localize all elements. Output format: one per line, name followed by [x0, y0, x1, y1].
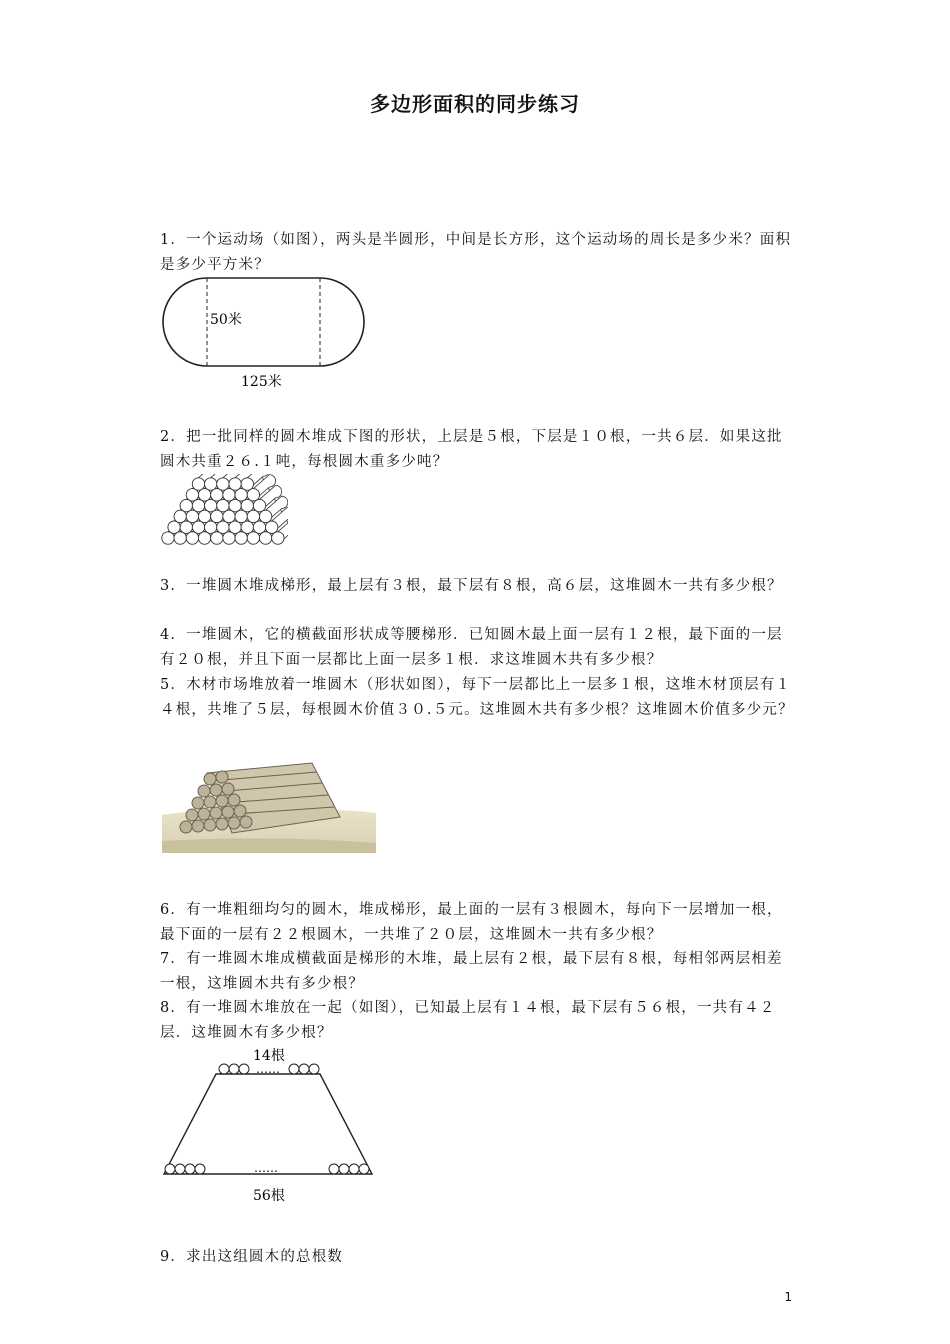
log-end: [241, 499, 253, 511]
log-end: [198, 532, 210, 544]
log-end: [205, 499, 217, 511]
log-end: [259, 510, 271, 522]
log-end: [192, 521, 204, 533]
question-4: 4．一堆圆木，它的横截面形状成等腰梯形．已知圆木最上面一层有１２根，最下面的一层有２０根，并且下面一层都比上面一层多１根．求这堆圆木共有多少根？: [160, 627, 783, 668]
log-end: [223, 532, 235, 544]
log-end: [198, 489, 210, 501]
log-end: [247, 510, 259, 522]
log-end: [235, 532, 247, 544]
log-end: [217, 521, 229, 533]
question-5: 5．木材市场堆放着一堆圆木（形状如图），每下一层都比上一层多１根，这堆木材顶层有１４根，共堆了５层，每根圆木价值３０.５元。这堆圆木共有多少根？这堆圆木价值多少元？: [160, 677, 794, 718]
log-end: [205, 478, 217, 490]
log-end: [229, 478, 241, 490]
log-end: [174, 532, 186, 544]
log-end: [266, 521, 278, 533]
log-end: [205, 521, 217, 533]
log-end: [180, 499, 192, 511]
log-end: [235, 489, 247, 501]
log-pile: [162, 474, 288, 544]
log-end: [198, 510, 210, 522]
log-end: [186, 489, 198, 501]
log-end: [247, 532, 259, 544]
log-end: [211, 489, 223, 501]
top-dots: ……: [256, 1062, 280, 1076]
question-7: 7．有一堆圆木堆成横截面是梯形的木堆，最上层有２根，最下层有８根，每相邻两层相差一根，这堆圆木共有多少根？: [160, 951, 783, 992]
question-3: 3．一堆圆木堆成梯形，最上层有３根，最下层有８根，高６层，这堆圆木一共有多少根？: [160, 578, 783, 594]
log-end: [186, 510, 198, 522]
question-1: 1．一个运动场（如图），两头是半圆形，中间是长方形，这个运动场的周长是多少米？面积是多少平方米？: [160, 232, 792, 273]
bottom-dots: ……: [254, 1161, 278, 1175]
track-width-label: 50米: [210, 312, 242, 328]
track-length-label: 125米: [241, 374, 282, 390]
question-8: 8．有一堆圆木堆放在一起（如图），已知最上层有１４根，最下层有５６根，一共有４２层．这堆圆木有多少根？: [160, 1000, 776, 1041]
log-end: [211, 510, 223, 522]
log-end: [174, 510, 186, 522]
log-end: [253, 521, 265, 533]
log-end: [223, 489, 235, 501]
question-9: 9．求出这组圆木的总根数: [160, 1249, 344, 1265]
trapezoid-bottom-label: 56根: [253, 1188, 285, 1204]
log-end: [247, 489, 259, 501]
log-end: [272, 532, 284, 544]
trapezoid-figure: [158, 1044, 390, 1206]
log-end: [192, 478, 204, 490]
log-end: [229, 499, 241, 511]
log-end: [217, 499, 229, 511]
log-end: [253, 499, 265, 511]
page-title: 多边形面积的同步练习: [370, 92, 580, 116]
log-end: [211, 532, 223, 544]
track-outline: [163, 278, 364, 366]
question-6: 6．有一堆粗细均匀的圆木，堆成梯形，最上面的一层有３根圆木，每向下一层增加一根，最下面的一层有２２根圆木，一共堆了２０层，这堆圆木一共有多少根？: [160, 902, 783, 943]
log-pile-figure: [158, 474, 288, 546]
log-end: [259, 532, 271, 544]
log-end: [186, 532, 198, 544]
question-2: 2．把一批同样的圆木堆成下图的形状，上层是５根，下层是１０根，一共６层．如果这批圆木共重２６.１吨，每根圆木重多少吨？: [160, 429, 783, 470]
page-number: 1: [784, 1290, 792, 1304]
trapezoid-outline: [164, 1074, 372, 1174]
log-end: [168, 521, 180, 533]
log-end: [229, 521, 241, 533]
log-end: [217, 478, 229, 490]
log-end: [235, 510, 247, 522]
log-end: [180, 521, 192, 533]
log-end: [223, 510, 235, 522]
trapezoid-top-label: 14根: [253, 1048, 285, 1064]
timber-illustration: [162, 755, 378, 855]
log-end: [241, 521, 253, 533]
log-end: [162, 532, 174, 544]
track-figure: [158, 272, 378, 396]
log-end: [192, 499, 204, 511]
log-end: [241, 478, 253, 490]
